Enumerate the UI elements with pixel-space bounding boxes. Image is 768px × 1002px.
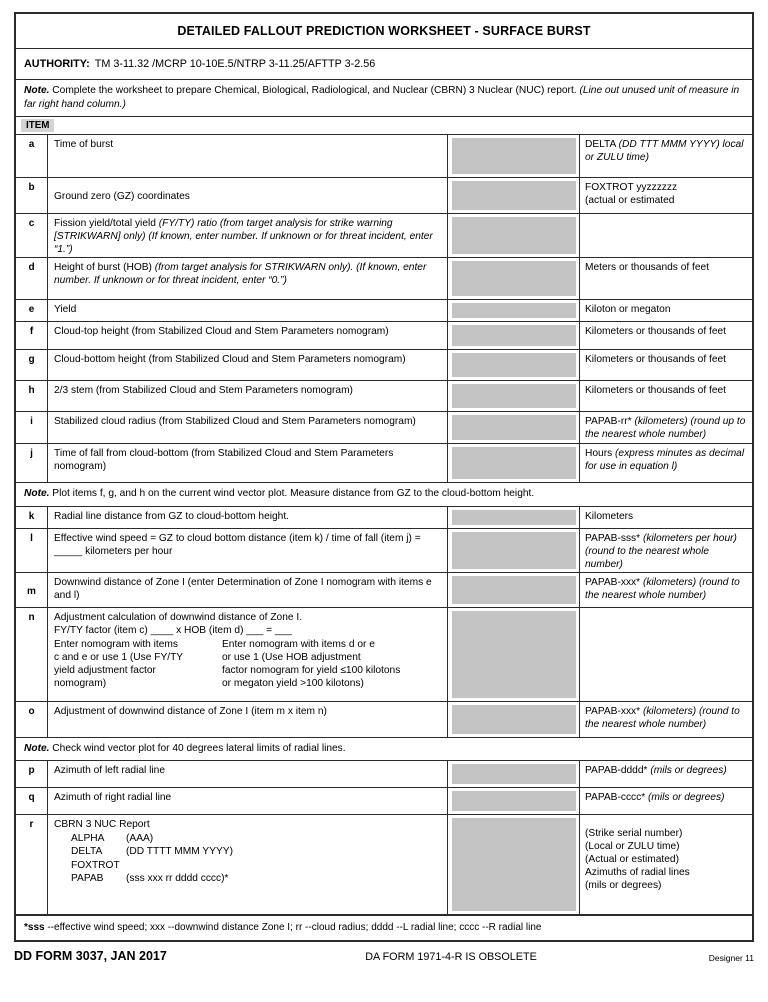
row-j-unit-italic: (express minutes as decimal for use in equation l) bbox=[585, 448, 745, 472]
row-f-description: Cloud-top height (from Stabilized Cloud and Stem Parameters nomogram) bbox=[48, 322, 448, 349]
row-g-entry-field[interactable] bbox=[452, 353, 576, 377]
row-b-description: Ground zero (GZ) coordinates bbox=[48, 178, 448, 213]
row-q-description: Azimuth of right radial line bbox=[48, 788, 448, 814]
row-r-unit-line-1: (Strike serial number) bbox=[585, 828, 683, 839]
row-r-key-delta: DELTA bbox=[71, 846, 103, 857]
note-mid-text: Plot items f, g, and h on the current wind vector plot. Measure distance from GZ to the cloud-bottom height. bbox=[49, 488, 535, 499]
row-o-entry-field[interactable] bbox=[452, 705, 576, 734]
row-r-entry-field[interactable] bbox=[452, 818, 576, 911]
row-n-right-line-1: Enter nomogram with items d or e bbox=[222, 638, 375, 650]
row-r-unit-line-5: (mils or degrees) bbox=[585, 880, 662, 891]
row-h-item-letter: h bbox=[16, 381, 48, 411]
row-c-description bbox=[48, 214, 448, 257]
row-l-item-letter: l bbox=[16, 529, 48, 572]
row-o-unit bbox=[580, 702, 752, 737]
row-b-entry-cell bbox=[448, 178, 580, 213]
row-m-description: Downwind distance of Zone I (enter Determination of Zone I nomogram with items e and l) bbox=[48, 573, 448, 607]
row-h-description: 2/3 stem (from Stabilized Cloud and Stem Parameters nomogram) bbox=[48, 381, 448, 411]
row-n-left-column bbox=[54, 638, 222, 690]
row-g-description: Cloud-bottom height (from Stabilized Cloud and Stem Parameters nomogram) bbox=[48, 350, 448, 380]
table-row-m bbox=[16, 573, 752, 608]
row-q-unit-plain: PAPAB-cccc* bbox=[585, 792, 649, 803]
row-f-item-letter: f bbox=[16, 322, 48, 349]
row-b-unit-line2: (actual or estimated bbox=[585, 195, 675, 206]
row-p-entry-field[interactable] bbox=[452, 764, 576, 784]
row-c-entry-cell bbox=[448, 214, 580, 257]
authority-label: AUTHORITY: bbox=[24, 58, 90, 70]
row-a-unit-italic: (DD TTT MMM YYYY) local or ZULU time) bbox=[585, 139, 744, 163]
note-lower-text: Check wind vector plot for 40 degrees lateral limits of radial lines. bbox=[49, 742, 346, 754]
table-row-q bbox=[16, 788, 752, 815]
row-o-entry-cell bbox=[448, 702, 580, 737]
table-row-j bbox=[16, 444, 752, 483]
row-b-item-letter: b bbox=[16, 178, 48, 213]
row-c-item-letter: c bbox=[16, 214, 48, 257]
table-row-h bbox=[16, 381, 752, 412]
row-r-unit bbox=[580, 815, 752, 914]
footnote-marker: *sss bbox=[24, 922, 45, 933]
row-a-entry-cell bbox=[448, 135, 580, 177]
form-footer bbox=[14, 942, 754, 963]
row-n-description bbox=[48, 608, 448, 701]
row-p-description: Azimuth of left radial line bbox=[48, 761, 448, 787]
row-f-unit: Kilometers or thousands of feet bbox=[585, 326, 727, 337]
row-r-value-papab: (sss xxx rr dddd cccc)* bbox=[126, 873, 229, 884]
row-r-report-line-delta bbox=[54, 845, 442, 859]
row-n-right-line-2: or use 1 (Use HOB adjustment bbox=[222, 651, 361, 663]
row-k-unit: Kilometers bbox=[585, 510, 634, 522]
row-r-report-title: CBRN 3 NUC Report bbox=[54, 819, 150, 830]
row-r-unit-line-3: (Actual or estimated) bbox=[585, 854, 679, 865]
row-j-description: Time of fall from cloud-bottom (from Stabilized Cloud and Stem Parameters nomogram) bbox=[48, 444, 448, 482]
row-n-left-line-3: yield adjustment factor bbox=[54, 664, 156, 676]
note-mid-keyword: Note. bbox=[24, 488, 50, 499]
row-l-entry-field[interactable] bbox=[452, 532, 576, 569]
note-top-italic: (Line out unused unit of measure in far right hand column.) bbox=[24, 85, 740, 110]
row-c-entry-field[interactable] bbox=[452, 217, 576, 254]
row-j-unit-plain: Hours bbox=[585, 448, 616, 459]
row-a-unit-plain: DELTA bbox=[585, 139, 619, 150]
item-header-label: ITEM bbox=[21, 119, 54, 132]
form-title-band bbox=[16, 14, 752, 49]
row-l-unit-italic: (kilometers per hour) (round to the nearest whole number) bbox=[585, 532, 737, 570]
table-row-o bbox=[16, 702, 752, 738]
row-i-entry-field[interactable] bbox=[452, 415, 576, 440]
row-n-left-line-1: Enter nomogram with items bbox=[54, 638, 178, 650]
row-r-key-papab: PAPAB bbox=[71, 873, 104, 884]
row-j-entry-cell bbox=[448, 444, 580, 482]
row-q-item-letter: q bbox=[16, 788, 48, 814]
authority-band bbox=[16, 49, 752, 80]
row-n-line1: Adjustment calculation of downwind distance of Zone I. bbox=[54, 611, 303, 623]
row-d-description bbox=[48, 258, 448, 299]
table-row-g bbox=[16, 350, 752, 381]
table-row-k bbox=[16, 507, 752, 529]
row-j-unit bbox=[580, 444, 752, 482]
row-k-entry-cell bbox=[448, 507, 580, 528]
row-p-unit bbox=[580, 761, 752, 787]
row-n-left-line-2: c and e or use 1 (Use FY/TY bbox=[54, 651, 184, 663]
table-row-p bbox=[16, 761, 752, 788]
row-p-item-letter: p bbox=[16, 761, 48, 787]
row-e-entry-field[interactable] bbox=[452, 303, 576, 318]
row-h-entry-cell bbox=[448, 381, 580, 411]
row-m-unit bbox=[580, 573, 752, 607]
row-r-entry-cell bbox=[448, 815, 580, 914]
row-i-unit-italic: (kilometers) (round up to the nearest whole number) bbox=[585, 416, 746, 440]
row-i-item-letter: i bbox=[16, 412, 48, 443]
row-r-report-line-papab bbox=[54, 872, 442, 886]
row-h-unit: Kilometers or thousands of feet bbox=[585, 385, 727, 396]
row-i-unit-plain: PAPAB-rr* bbox=[585, 416, 635, 427]
table-row-i bbox=[16, 412, 752, 444]
footer-designer-tag: Designer 11 bbox=[708, 953, 754, 963]
row-l-entry-cell bbox=[448, 529, 580, 572]
row-r-report-line-foxtrot bbox=[54, 859, 442, 873]
row-l-description: Effective wind speed = GZ to cloud bottom distance (item k) / time of fall (item j) = _____ kilometers per hour bbox=[48, 529, 448, 572]
row-d-entry-field[interactable] bbox=[452, 261, 576, 296]
row-f-entry-cell bbox=[448, 322, 580, 349]
row-c-desc-plain: Fission yield/total yield bbox=[54, 218, 159, 229]
row-g-unit: Kilometers or thousands of feet bbox=[585, 354, 727, 365]
note-top-keyword: Note. bbox=[24, 85, 50, 96]
row-e-item-letter: e bbox=[16, 300, 48, 321]
row-i-description: Stabilized cloud radius (from Stabilized Cloud and Stem Parameters nomogram) bbox=[48, 412, 448, 443]
row-k-entry-field[interactable] bbox=[452, 510, 576, 525]
table-row-c bbox=[16, 214, 752, 258]
row-h-entry-field[interactable] bbox=[452, 384, 576, 408]
row-d-desc-plain: Height of burst (HOB) bbox=[54, 262, 155, 273]
row-a-unit bbox=[580, 135, 752, 177]
row-j-item-letter: j bbox=[16, 444, 48, 482]
row-k-item-letter: k bbox=[16, 507, 48, 528]
row-e-description: Yield bbox=[48, 300, 448, 321]
row-g-entry-cell bbox=[448, 350, 580, 380]
row-r-value-foxtrot bbox=[126, 859, 442, 873]
row-o-unit-italic: (kilometers) (round to the nearest whole number) bbox=[585, 705, 740, 730]
table-row-f bbox=[16, 322, 752, 350]
footer-form-id: DD FORM 3037, JAN 2017 bbox=[14, 949, 167, 963]
row-r-value-alpha: (AAA) bbox=[126, 832, 154, 844]
row-q-unit bbox=[580, 788, 752, 814]
row-n-item-letter: n bbox=[16, 608, 48, 701]
row-r-report-line-alpha bbox=[54, 832, 442, 846]
row-q-entry-field[interactable] bbox=[452, 791, 576, 811]
row-o-description: Adjustment of downwind distance of Zone I (item m x item n) bbox=[48, 702, 448, 737]
table-row-b bbox=[16, 178, 752, 214]
row-r-key-alpha: ALPHA bbox=[71, 832, 105, 844]
row-c-desc-italic: (FY/TY) ratio (from target analysis for strike warning [STRIKWARN] only) (If known, enter number. If unknown or for threat incident, enter “1.”) bbox=[54, 218, 433, 255]
row-n-right-line-3: factor nomogram for yield ≤100 kilotons bbox=[222, 664, 401, 676]
row-d-unit: Meters or thousands of feet bbox=[585, 262, 710, 273]
row-b-unit-line1: FOXTROT yyzzzzzz bbox=[585, 182, 678, 193]
row-e-entry-cell bbox=[448, 300, 580, 321]
row-p-unit-plain: PAPAB-dddd* bbox=[585, 765, 651, 776]
row-f-entry-field[interactable] bbox=[452, 325, 576, 346]
row-p-entry-cell bbox=[448, 761, 580, 787]
row-n-two-column-block bbox=[54, 638, 442, 690]
table-row-a bbox=[16, 135, 752, 178]
footnote-text: --effective wind speed; xxx --downwind distance Zone I; rr --cloud radius; dddd --L radial line; cccc --R radial line bbox=[44, 922, 542, 933]
row-a-description: Time of burst bbox=[48, 135, 448, 177]
table-row-d bbox=[16, 258, 752, 300]
row-o-unit-plain: PAPAB-xxx* bbox=[585, 705, 643, 717]
row-m-unit-plain: PAPAB-xxx* bbox=[585, 576, 643, 588]
authority-value: TM 3-11.32 /MCRP 10-10E.5/NTRP 3-11.25/AFTTP 3-2.56 bbox=[94, 58, 376, 70]
row-k-description: Radial line distance from GZ to cloud-bottom height. bbox=[48, 507, 448, 528]
row-i-unit bbox=[580, 412, 752, 443]
row-n-entry-field[interactable] bbox=[452, 611, 576, 698]
row-e-unit: Kiloton or megaton bbox=[585, 304, 671, 315]
footnote-band bbox=[16, 915, 752, 940]
row-b-unit bbox=[580, 178, 752, 213]
item-column-header bbox=[16, 117, 752, 135]
row-r-item-letter: r bbox=[16, 815, 48, 914]
row-q-unit-italic: (mils or degrees) bbox=[648, 792, 725, 803]
note-top-text: Complete the worksheet to prepare Chemical, Biological, Radiological, and Nuclear (CBRN) 3 Nuclear (NUC) report. bbox=[49, 85, 580, 96]
row-q-entry-cell bbox=[448, 788, 580, 814]
note-mid bbox=[16, 483, 752, 507]
row-a-entry-field[interactable] bbox=[452, 138, 576, 174]
row-n-line2: FY/TY factor (item c) ____ x HOB (item d) ___ = ___ bbox=[54, 624, 292, 636]
row-r-key-foxtrot: FOXTROT bbox=[71, 859, 120, 871]
row-m-entry-cell bbox=[448, 573, 580, 607]
row-n-left-line-4: nomogram) bbox=[54, 677, 107, 689]
row-r-unit-line-4: Azimuths of radial lines bbox=[585, 867, 690, 878]
row-c-unit bbox=[580, 214, 752, 257]
row-d-item-letter: d bbox=[16, 258, 48, 299]
row-d-entry-cell bbox=[448, 258, 580, 299]
row-d-desc-italic: (from target analysis for STRIKWARN only). (If known, enter number. If unknown or for threat incident, enter “0.”) bbox=[54, 262, 427, 286]
row-m-unit-italic: (kilometers) (round to the nearest whole number) bbox=[585, 576, 740, 601]
table-row-e bbox=[16, 300, 752, 322]
note-lower-keyword: Note. bbox=[24, 742, 50, 754]
row-r-description bbox=[48, 815, 448, 914]
row-r-unit-line-2: (Local or ZULU time) bbox=[585, 841, 680, 852]
note-lower bbox=[16, 738, 752, 762]
row-n-right-line-4: or megaton yield >100 kilotons) bbox=[222, 677, 364, 689]
row-m-entry-field[interactable] bbox=[452, 576, 576, 604]
footer-obsolete-notice: DA FORM 1971-4-R IS OBSOLETE bbox=[365, 951, 537, 963]
row-n-entry-cell bbox=[448, 608, 580, 701]
row-l-unit bbox=[580, 529, 752, 572]
row-r-value-delta: (DD TTTT MMM YYYY) bbox=[126, 846, 233, 857]
row-b-entry-field[interactable] bbox=[452, 181, 576, 210]
row-m-item-letter: m bbox=[16, 573, 48, 607]
table-row-r bbox=[16, 815, 752, 915]
row-a-item-letter: a bbox=[16, 135, 48, 177]
note-top bbox=[16, 80, 752, 117]
row-g-item-letter: g bbox=[16, 350, 48, 380]
row-p-unit-italic: (mils or degrees) bbox=[650, 765, 727, 776]
row-n-unit bbox=[580, 608, 752, 701]
row-o-item-letter: o bbox=[16, 702, 48, 737]
table-row-n bbox=[16, 608, 752, 702]
row-j-entry-field[interactable] bbox=[452, 447, 576, 479]
page-title: DETAILED FALLOUT PREDICTION WORKSHEET - SURFACE BURST bbox=[177, 24, 591, 38]
form-frame bbox=[14, 12, 754, 942]
table-row-l bbox=[16, 529, 752, 573]
row-l-unit-plain: PAPAB-sss* bbox=[585, 532, 643, 544]
row-i-entry-cell bbox=[448, 412, 580, 443]
row-n-right-column bbox=[222, 638, 442, 690]
